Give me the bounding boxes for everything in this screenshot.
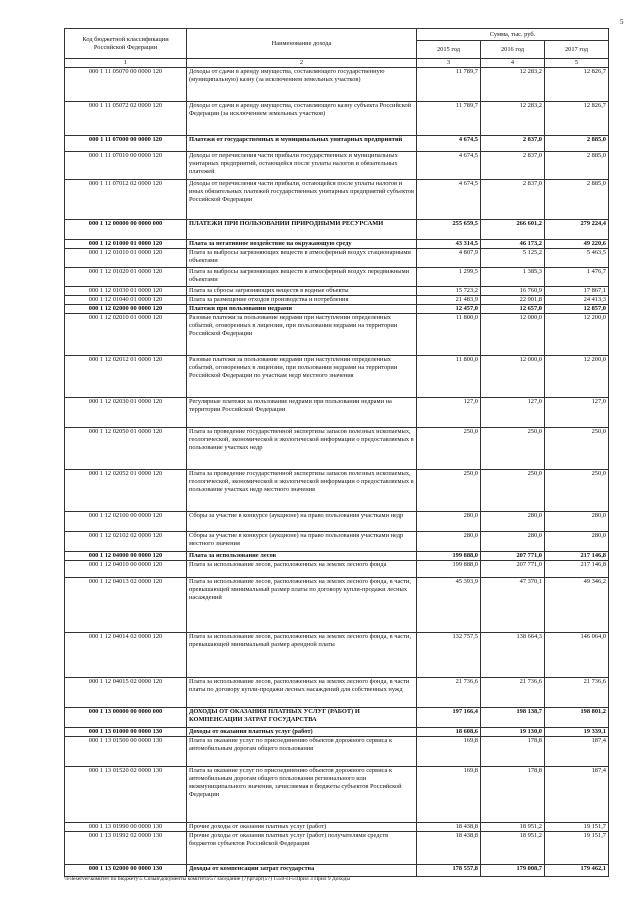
value-2017-cell: 49 220,6 [545, 240, 609, 249]
value-2016-cell: 138 664,3 [481, 633, 545, 678]
value-2017-cell: 2 885,0 [545, 152, 609, 180]
code-cell: 000 1 13 01000 00 0000 130 [65, 728, 187, 737]
value-2015-cell: 4 674,5 [417, 136, 481, 152]
code-cell: 000 1 12 02050 01 0000 120 [65, 428, 187, 470]
col-number: 5 [545, 59, 609, 68]
table-row [65, 296, 609, 305]
value-2015-cell: 18 438,8 [417, 832, 481, 865]
value-2017-cell: 280,0 [545, 532, 609, 552]
value-2016-cell: 47 370,1 [481, 578, 545, 633]
value-2016-cell: 19 130,0 [481, 728, 545, 737]
name-cell: Плата за использование лесов, расположенных на землях лесного фонда, в части, превышающей минимальный размер арендной платы [187, 633, 417, 678]
value-2015-cell: 169,8 [417, 737, 481, 767]
code-cell: 000 1 11 05072 02 0000 120 [65, 102, 187, 136]
name-cell: Плата за использование лесов, расположенных на землях лесного фонда, в части, превышающей минимальный размер платы по договору купли-продажи лесных насаждений [187, 578, 417, 633]
value-2017-cell: 1 476,7 [545, 268, 609, 287]
table-row [65, 578, 609, 633]
code-cell: 000 1 12 01040 01 0000 120 [65, 296, 187, 305]
table-row [65, 823, 609, 832]
name-cell: Плата за проведение государственной экспертизы запасов полезных ископаемых, геологической, экономической и экологической информации о предоставляемых в пользование участках недр местного значения [187, 470, 417, 512]
value-2016-cell: 2 837,0 [481, 152, 545, 180]
value-2017-cell: 127,0 [545, 398, 609, 428]
name-cell: Доходы от сдачи в аренду имущества, составляющего казну субъекта Российской Федерации (за исключением земельных участков) [187, 102, 417, 136]
table-row [65, 633, 609, 678]
value-2015-cell: 11 789,7 [417, 68, 481, 102]
value-2017-cell: 12 826,7 [545, 102, 609, 136]
value-2016-cell: 21 736,6 [481, 678, 545, 708]
table-row [65, 678, 609, 708]
name-cell: Прочие доходы от оказания платных услуг (работ) [187, 823, 417, 832]
value-2016-cell: 207 771,0 [481, 552, 545, 561]
value-2016-cell: 266 601,2 [481, 220, 545, 240]
table-row [65, 102, 609, 136]
name-cell: Регулярные платежи за пользование недрами при пользовании недрами на территории Российской Федерации [187, 398, 417, 428]
value-2016-cell: 5 125,2 [481, 249, 545, 268]
table-row [65, 268, 609, 287]
value-2015-cell: 18 608,6 [417, 728, 481, 737]
value-2015-cell: 43 314,5 [417, 240, 481, 249]
header-name: Наименование дохода [187, 29, 417, 59]
value-2015-cell: 21 483,9 [417, 296, 481, 305]
value-2017-cell: 217 146,8 [545, 561, 609, 578]
value-2017-cell: 250,0 [545, 470, 609, 512]
value-2017-cell: 187,4 [545, 737, 609, 767]
table-row [65, 240, 609, 249]
name-cell: Разовые платежи за пользование недрами при наступлении определенных событий, оговоренных в лицензии, при пользовании недрами на территории Российской Федерации [187, 314, 417, 356]
code-cell: 000 1 12 00000 00 0000 000 [65, 220, 187, 240]
table-row [65, 708, 609, 728]
table-row [65, 561, 609, 578]
name-cell: Доходы от перечисления части прибыли, остающейся после уплаты налогов и иных обязательных платежей государственных унитарных предприятий субъектов Российской Федерации [187, 180, 417, 220]
value-2015-cell: 280,0 [417, 532, 481, 552]
name-cell: Платежи при пользовании недрами [187, 305, 417, 314]
name-cell: Плата за выбросы загрязняющих веществ в атмосферный воздух стационарными объектами [187, 249, 417, 268]
code-cell: 000 1 12 04015 02 0000 120 [65, 678, 187, 708]
table-row [65, 220, 609, 240]
table-row [65, 428, 609, 470]
code-cell: 000 1 13 00000 00 0000 000 [65, 708, 187, 728]
value-2015-cell: 45 393,9 [417, 578, 481, 633]
value-2016-cell: 178,8 [481, 767, 545, 823]
value-2015-cell: 4 674,5 [417, 152, 481, 180]
value-2017-cell: 2 885,0 [545, 180, 609, 220]
value-2017-cell: 12 200,0 [545, 314, 609, 356]
value-2015-cell: 4 674,5 [417, 180, 481, 220]
name-cell: Платежи от государственных и муниципальных унитарных предприятий [187, 136, 417, 152]
value-2016-cell: 250,0 [481, 470, 545, 512]
code-cell: 000 1 12 02052 01 0000 120 [65, 470, 187, 512]
col-number: 2 [187, 59, 417, 68]
value-2016-cell: 22 901,8 [481, 296, 545, 305]
col-number: 3 [417, 59, 481, 68]
name-cell: Сборы за участие в конкурсе (аукционе) на право пользования участками недр местного значения [187, 532, 417, 552]
value-2016-cell: 2 837,0 [481, 136, 545, 152]
code-cell: 000 1 13 01500 00 0000 130 [65, 737, 187, 767]
value-2016-cell: 280,0 [481, 532, 545, 552]
header-code: Код бюджетной классификации Российской Федерации [65, 29, 187, 59]
value-2017-cell: 5 463,5 [545, 249, 609, 268]
code-cell: 000 1 11 07010 00 0000 120 [65, 152, 187, 180]
value-2017-cell: 24 413,3 [545, 296, 609, 305]
value-2016-cell: 12 657,0 [481, 305, 545, 314]
value-2017-cell: 198 801,2 [545, 708, 609, 728]
value-2016-cell: 280,0 [481, 512, 545, 532]
value-2015-cell: 4 807,9 [417, 249, 481, 268]
value-2017-cell: 49 346,2 [545, 578, 609, 633]
code-cell: 000 1 12 02012 01 0000 120 [65, 356, 187, 398]
name-cell: Разовые платежи за пользование недрами при наступлении определенных событий, оговоренных в лицензии, при пользовании недрами на территории Российской Федерации по участкам недр местного значения [187, 356, 417, 398]
table-row [65, 287, 609, 296]
value-2015-cell: 199 888,0 [417, 561, 481, 578]
value-2015-cell: 169,8 [417, 767, 481, 823]
name-cell: Плата за использование лесов [187, 552, 417, 561]
value-2016-cell: 16 760,9 [481, 287, 545, 296]
value-2015-cell: 199 888,0 [417, 552, 481, 561]
code-cell: 000 1 12 01010 01 0000 120 [65, 249, 187, 268]
code-cell: 000 1 12 04013 02 0000 120 [65, 578, 187, 633]
code-cell: 000 1 13 01520 02 0000 130 [65, 767, 187, 823]
name-cell: ПЛАТЕЖИ ПРИ ПОЛЬЗОВАНИИ ПРИРОДНЫМИ РЕСУРСАМИ [187, 220, 417, 240]
name-cell: Плата за размещение отходов производства и потребления [187, 296, 417, 305]
table-row [65, 180, 609, 220]
table-row [65, 728, 609, 737]
value-2015-cell: 280,0 [417, 512, 481, 532]
name-cell: Плата за проведение государственной экспертизы запасов полезных ископаемых, геологической, экономической и экологической информации о предоставляемых в пользование участках недр [187, 428, 417, 470]
value-2015-cell: 11 789,7 [417, 102, 481, 136]
name-cell: Доходы от компенсации затрат государства [187, 865, 417, 877]
value-2015-cell: 12 457,0 [417, 305, 481, 314]
value-2015-cell: 21 736,6 [417, 678, 481, 708]
value-2017-cell: 12 857,0 [545, 305, 609, 314]
name-cell: Плата за оказание услуг по присоединению объектов дорожного сервиса к автомобильным дорогам общего пользования регионального или межмуниципального значения, зачисляемая в бюджеты субъектов Российской Федерации [187, 767, 417, 823]
file-path-footer: \\Fileserver\комитет по бюджету\5 Созыв\документы комитета\57 заседание (7)\pr\zpr(57) 1550-П-5\Прил 3 Прил 9 Доходы [64, 876, 351, 882]
value-2015-cell: 11 800,0 [417, 356, 481, 398]
value-2017-cell: 179 462,1 [545, 865, 609, 877]
name-cell: Плата за использование лесов, расположенных на землях лесного фонда, в части платы по договору купли-продажи лесных насаждений для собственных нужд [187, 678, 417, 708]
code-cell: 000 1 12 04010 00 0000 120 [65, 561, 187, 578]
value-2015-cell: 178 557,8 [417, 865, 481, 877]
table-row [65, 356, 609, 398]
col-number: 4 [481, 59, 545, 68]
table-row [65, 249, 609, 268]
value-2016-cell: 12 283,2 [481, 102, 545, 136]
code-cell: 000 1 12 02100 00 0000 120 [65, 512, 187, 532]
code-cell: 000 1 11 07012 02 0000 120 [65, 180, 187, 220]
value-2017-cell: 2 885,0 [545, 136, 609, 152]
value-2015-cell: 197 166,4 [417, 708, 481, 728]
value-2016-cell: 18 951,2 [481, 823, 545, 832]
value-2016-cell: 207 771,0 [481, 561, 545, 578]
table-row [65, 737, 609, 767]
table-body [65, 68, 609, 877]
value-2017-cell: 19 339,1 [545, 728, 609, 737]
table-row [65, 68, 609, 102]
code-cell: 000 1 11 05070 00 0000 120 [65, 68, 187, 102]
table-row [65, 152, 609, 180]
table-row [65, 532, 609, 552]
value-2015-cell: 250,0 [417, 470, 481, 512]
value-2016-cell: 2 837,0 [481, 180, 545, 220]
name-cell: Плата за использование лесов, расположенных на землях лесного фонда [187, 561, 417, 578]
table-row [65, 865, 609, 877]
table-row [65, 832, 609, 865]
value-2017-cell: 17 867,1 [545, 287, 609, 296]
name-cell: Доходы от сдачи в аренду имущества, составляющего государственную (муниципальную) казну (за исключением земельных участков) [187, 68, 417, 102]
value-2017-cell: 19 151,7 [545, 823, 609, 832]
value-2015-cell: 132 757,5 [417, 633, 481, 678]
value-2016-cell: 12 000,0 [481, 314, 545, 356]
table-row [65, 314, 609, 356]
value-2017-cell: 146 064,0 [545, 633, 609, 678]
code-cell: 000 1 12 01020 01 0000 120 [65, 268, 187, 287]
table-row [65, 512, 609, 532]
name-cell: Доходы от оказания платных услуг (работ) [187, 728, 417, 737]
name-cell: Прочие доходы от оказания платных услуг (работ) получателями средств бюджетов субъектов Российской Федерации [187, 832, 417, 865]
value-2017-cell: 12 826,7 [545, 68, 609, 102]
table-row [65, 398, 609, 428]
code-cell: 000 1 12 02000 00 0000 120 [65, 305, 187, 314]
value-2015-cell: 11 800,0 [417, 314, 481, 356]
value-2016-cell: 18 951,2 [481, 832, 545, 865]
value-2017-cell: 280,0 [545, 512, 609, 532]
table-row [65, 552, 609, 561]
value-2016-cell: 179 008,7 [481, 865, 545, 877]
value-2015-cell: 255 659,5 [417, 220, 481, 240]
value-2016-cell: 198 138,7 [481, 708, 545, 728]
value-2017-cell: 19 151,7 [545, 832, 609, 865]
value-2015-cell: 18 438,8 [417, 823, 481, 832]
value-2016-cell: 12 283,2 [481, 68, 545, 102]
value-2017-cell: 12 200,0 [545, 356, 609, 398]
page-number: 5 [620, 18, 624, 26]
code-cell: 000 1 12 01030 01 0000 120 [65, 287, 187, 296]
value-2017-cell: 279 224,4 [545, 220, 609, 240]
table-row [65, 305, 609, 314]
name-cell: Плата за сбросы загрязняющих веществ в водные объекты [187, 287, 417, 296]
header-year-2015: 2015 год [417, 41, 481, 59]
header-sum: Сумма, тыс. руб. [417, 29, 609, 41]
name-cell: Доходы от перечисления части прибыли государственных и муниципальных унитарных предприятий, остающейся после уплаты налогов и обязательных платежей [187, 152, 417, 180]
header-year-2016: 2016 год [481, 41, 545, 59]
value-2016-cell: 46 173,2 [481, 240, 545, 249]
value-2017-cell: 250,0 [545, 428, 609, 470]
name-cell: Плата за негативное воздействие на окружающую среду [187, 240, 417, 249]
revenue-table [64, 28, 609, 877]
code-cell: 000 1 11 07000 00 0000 120 [65, 136, 187, 152]
name-cell: Плата за выбросы загрязняющих веществ в атмосферный воздух передвижными объектами [187, 268, 417, 287]
value-2017-cell: 21 736,6 [545, 678, 609, 708]
value-2016-cell: 127,0 [481, 398, 545, 428]
name-cell: Плата за оказание услуг по присоединению объектов дорожного сервиса к автомобильным дорогам общего пользования [187, 737, 417, 767]
value-2015-cell: 1 299,5 [417, 268, 481, 287]
code-cell: 000 1 12 04014 02 0000 120 [65, 633, 187, 678]
value-2017-cell: 217 146,8 [545, 552, 609, 561]
code-cell: 000 1 12 04000 00 0000 120 [65, 552, 187, 561]
value-2016-cell: 250,0 [481, 428, 545, 470]
value-2015-cell: 127,0 [417, 398, 481, 428]
table-row [65, 470, 609, 512]
name-cell: Сборы за участие в конкурсе (аукционе) на право пользования участками недр [187, 512, 417, 532]
code-cell: 000 1 13 01990 00 0000 130 [65, 823, 187, 832]
code-cell: 000 1 12 02010 01 0000 120 [65, 314, 187, 356]
value-2016-cell: 1 385,3 [481, 268, 545, 287]
header-year-2017: 2017 год [545, 41, 609, 59]
code-cell: 000 1 12 02030 01 0000 120 [65, 398, 187, 428]
col-number: 1 [65, 59, 187, 68]
code-cell: 000 1 13 02000 00 0000 130 [65, 865, 187, 877]
value-2015-cell: 15 723,2 [417, 287, 481, 296]
value-2017-cell: 187,4 [545, 767, 609, 823]
name-cell: ДОХОДЫ ОТ ОКАЗАНИЯ ПЛАТНЫХ УСЛУГ (РАБОТ) И КОМПЕНСАЦИИ ЗАТРАТ ГОСУДАРСТВА [187, 708, 417, 728]
value-2015-cell: 250,0 [417, 428, 481, 470]
code-cell: 000 1 12 01000 01 0000 120 [65, 240, 187, 249]
value-2016-cell: 12 000,0 [481, 356, 545, 398]
value-2016-cell: 178,8 [481, 737, 545, 767]
code-cell: 000 1 13 01992 02 0000 130 [65, 832, 187, 865]
table-row [65, 767, 609, 823]
code-cell: 000 1 12 02102 02 0000 120 [65, 532, 187, 552]
table-row [65, 136, 609, 152]
